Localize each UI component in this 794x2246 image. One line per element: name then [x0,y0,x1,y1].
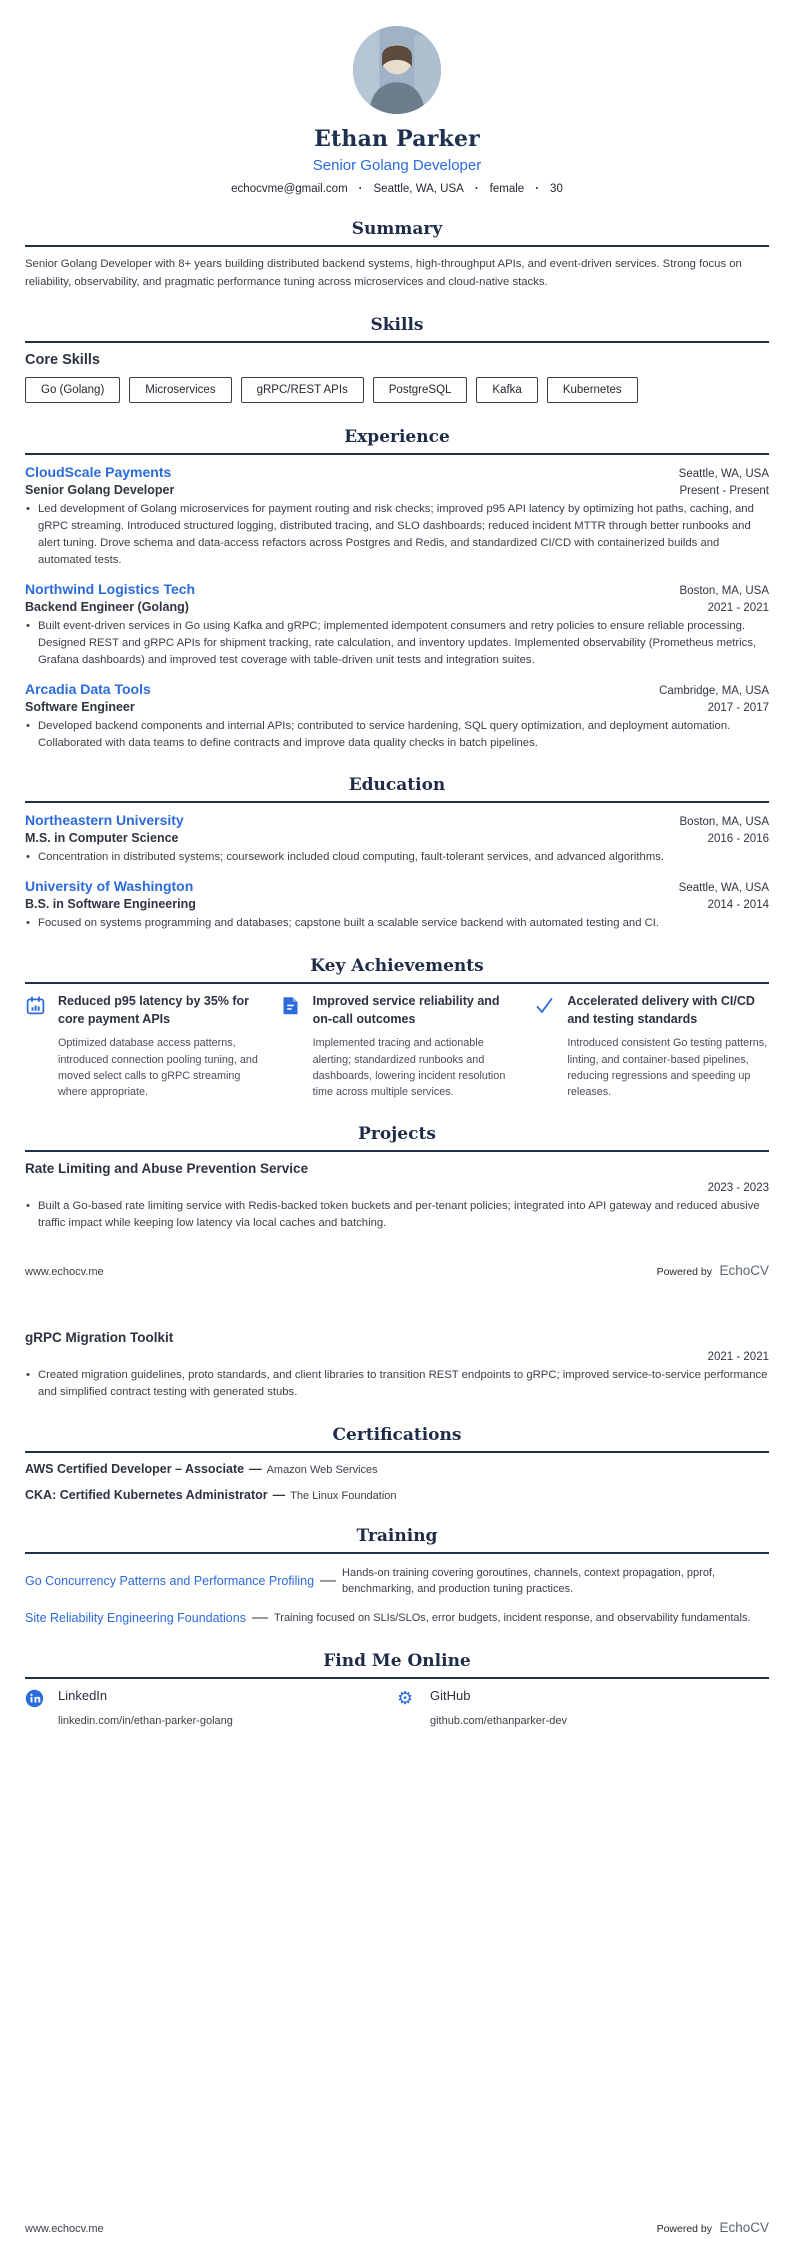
skill-pill: Kubernetes [547,377,638,403]
project-dates: 2021 - 2021 [707,1350,769,1363]
echocv-brand-link[interactable]: EchoCV [719,2220,769,2235]
company-location: Seattle, WA, USA [678,468,769,480]
education-entry [25,812,769,866]
achievement-title: Improved service reliability and on-call outcomes [312,994,500,1026]
check-icon [534,993,556,1100]
job-bullets [25,618,769,669]
training-desc: Training focused on SLIs/SLOs, error budgets, incident response, and observability fundamentals. [273,1611,751,1624]
contact-email: echocvme@gmail.com [231,183,348,195]
separator-dash: — [251,1608,268,1626]
school-location: Boston, MA, USA [679,816,769,829]
training-entry [25,1609,769,1627]
job-dates: 2021 - 2021 [707,601,769,614]
experience-heading: Experience [344,427,450,447]
company-link[interactable]: Northwind Logistics Tech [25,580,196,597]
training-course-link[interactable]: Site Reliability Engineering Foundations [25,1610,246,1625]
skill-pill: Microservices [129,377,231,403]
echocv-brand-link[interactable]: EchoCV [719,1262,769,1278]
training-heading: Training [356,1525,438,1546]
project-bullets [25,1198,769,1232]
contact-gender: · female [475,183,524,195]
job-role: Software Engineer [25,699,135,714]
achievements-heading: Key Achievements [310,956,484,977]
resume-header [25,26,769,195]
experience-entry [25,464,769,569]
powered-by-label: Powered by [656,1265,713,1278]
contact-line [25,183,769,195]
document-icon [280,993,302,1100]
certification-issuer: Amazon Web Services [266,1463,378,1476]
education-heading: Education [348,775,446,796]
candidate-title: Senior Golang Developer [312,157,482,174]
project-name: Rate Limiting and Abuse Prevention Service [25,1161,309,1177]
degree-dates: 2016 - 2016 [707,833,769,846]
achievements-grid [25,993,769,1100]
summary-heading: Summary [351,219,443,239]
page2-footer [25,2219,769,2237]
calendar-chart-icon [25,993,47,1100]
section-divider [25,801,769,803]
section-achievements [25,956,769,1100]
project-bullet: • Created migration guidelines, proto standards, and client libraries to transition REST endpoints to gRPC; improved service-to-service performance and simplified contract testing with generated stubs. [25,1367,769,1401]
skills-group-title: Core Skills [25,352,100,368]
education-bullets [25,915,769,932]
person-silhouette-icon [353,26,441,114]
education-bullets [25,849,769,866]
job-bullets [25,501,769,569]
training-course-link[interactable]: Go Concurrency Patterns and Performance Profiling [25,1574,315,1589]
profile-photo [353,26,441,114]
section-divider [25,1150,769,1152]
powered-by-label: Powered by [656,2223,713,2235]
achievement-card [280,993,515,1100]
job-dates: 2017 - 2017 [707,701,769,714]
job-dates: Present - Present [679,485,769,497]
achievement-desc: Optimized database access patterns, introduced connection pooling tuning, and moved select calls to gRPC streaming where appropriate. [58,1037,258,1098]
certification-entry [25,1488,769,1502]
skill-pill-list [25,377,769,403]
job-bullets [25,718,769,752]
job-bullet: • Developed backend components and internal APIs; contributed to service hardening, SQL query optimization, and deployment automation. Collaborated with data teams to define contracts and improve data quality checks in batch pipelines. [25,718,769,752]
section-divider [25,982,769,984]
skill-pill: PostgreSQL [373,377,468,403]
section-summary [25,219,769,291]
section-training [25,1526,769,1627]
github-gear-icon: ⚙ [397,1687,414,1708]
contact-age: · 30 [535,183,563,195]
school-link[interactable]: Northeastern University [25,812,184,829]
contact-location: · Seattle, WA, USA [359,183,464,195]
project-entry [25,1161,769,1232]
social-name: GitHub [430,1687,471,1703]
education-bullet: • Concentration in distributed systems; coursework included cloud computing, fault-tolerant services, and advanced algorithms. [25,849,769,866]
achievement-title: Accelerated delivery with CI/CD and testing standards [567,994,755,1026]
find-me-online-grid [25,1688,769,1729]
social-url-link[interactable]: linkedin.com/in/ethan-parker-golang [58,1714,233,1727]
certification-entry [25,1462,769,1476]
certification-name: AWS Certified Developer – Associate [25,1461,245,1476]
degree: M.S. in Computer Science [25,831,179,846]
degree: B.S. in Software Engineering [25,897,196,912]
skills-heading: Skills [370,315,424,335]
achievement-desc: Implemented tracing and actionable alerting; standardized runbooks and dashboards, lowering incident resolution time across multiple services. [312,1037,506,1098]
education-entry [25,878,769,932]
certification-issuer: The Linux Foundation [290,1489,397,1502]
section-find-me-online [25,1651,769,1729]
project-bullets [25,1367,769,1401]
social-profile [397,1688,769,1729]
achievement-title: Reduced p95 latency by 35% for core payment APIs [58,994,250,1026]
footer-site-link[interactable]: www.echocv.me [25,2223,104,2235]
achievement-desc: Introduced consistent Go testing patterns, linting, and container-based pipelines, reducing regressions and speeding up releases. [567,1037,768,1098]
find-me-online-heading: Find Me Online [323,1650,471,1671]
linkedin-icon [25,1688,45,1729]
section-experience [25,427,769,751]
project-dates: 2023 - 2023 [707,1182,769,1195]
training-entry [25,1565,769,1598]
separator-dash: — [272,1487,286,1502]
section-divider [25,1451,769,1453]
social-url-link[interactable]: github.com/ethanparker-dev [430,1714,567,1727]
training-desc: Hands-on training covering goroutines, channels, context propagation, pprof, benchmarking, and production tuning practices. [342,1566,716,1596]
company-location: Boston, MA, USA [679,584,769,597]
job-role: Senior Golang Developer [25,483,175,497]
page1-footer [25,1262,769,1280]
project-entry [25,1330,769,1401]
section-certifications [25,1425,769,1502]
skill-pill: Go (Golang) [25,377,120,403]
summary-text: Senior Golang Developer with 8+ years building distributed backend systems, high-throughput APIs, and event-driven services. Strong focus on reliability, observability, and pragmatic performance tuning across microservices and cloud-native stacks. [25,258,742,288]
project-bullet: • Built a Go-based rate limiting service with Redis-backed token buckets and per-tenant policies; integrated into API gateway and reduced abusive traffic impact while keeping low latency via local caches and batching. [25,1198,769,1232]
social-profile [25,1688,397,1729]
degree-dates: 2014 - 2014 [707,899,769,912]
job-bullet: • Led development of Golang microservices for payment routing and risk checks; improved p95 API latency by optimizing hot paths, caching, and gRPC streaming. Introduced structured logging, distributed tracing, and SLO dashboards; reduced incident MTTR through better runbooks and alert tuning. Drove schema and data-access refactors across Postgres and Redis, and standardized CI/CD with containerized builds and automated tests. [25,501,769,569]
separator-dash: — [320,1572,337,1590]
candidate-name: Ethan Parker [314,126,480,152]
experience-entry [25,681,769,752]
section-divider [25,1552,769,1554]
project-name: gRPC Migration Toolkit [25,1329,174,1345]
certifications-heading: Certifications [332,1424,462,1445]
school-link[interactable]: University of Washington [25,878,194,895]
company-location: Cambridge, MA, USA [659,684,769,697]
company-link[interactable]: CloudScale Payments [25,464,172,480]
section-divider [25,1677,769,1679]
skill-pill: gRPC/REST APIs [241,377,364,403]
footer-site-link[interactable]: www.echocv.me [25,1265,104,1278]
section-divider [25,341,769,343]
achievement-card [25,993,260,1100]
school-location: Seattle, WA, USA [678,882,769,895]
section-divider [25,245,769,247]
certification-name: CKA: Certified Kubernetes Administrator [25,1487,268,1502]
achievement-card [534,993,769,1100]
education-bullet: • Focused on systems programming and databases; capstone built a scalable service backend with automated testing and CI. [25,915,769,932]
social-name: LinkedIn [58,1687,108,1703]
job-bullet: • Built event-driven services in Go using Kafka and gRPC; implemented idempotent consumers and retry policies to ensure reliable processing. Designed REST and gRPC APIs for shipment tracking, rate calculation, and inventory updates. Implemented observability (Prometheus metrics, Grafana dashboards) and improved test coverage with table-driven unit tests and integration suites. [25,618,769,669]
section-projects [25,1124,769,1401]
job-role: Backend Engineer (Golang) [25,599,189,614]
section-education [25,775,769,932]
projects-heading: Projects [358,1124,436,1145]
experience-entry [25,581,769,669]
separator-dash: — [249,1461,262,1476]
section-skills [25,315,769,403]
section-divider [25,453,769,455]
skill-pill: Kafka [476,377,537,403]
company-link[interactable]: Arcadia Data Tools [25,680,151,697]
